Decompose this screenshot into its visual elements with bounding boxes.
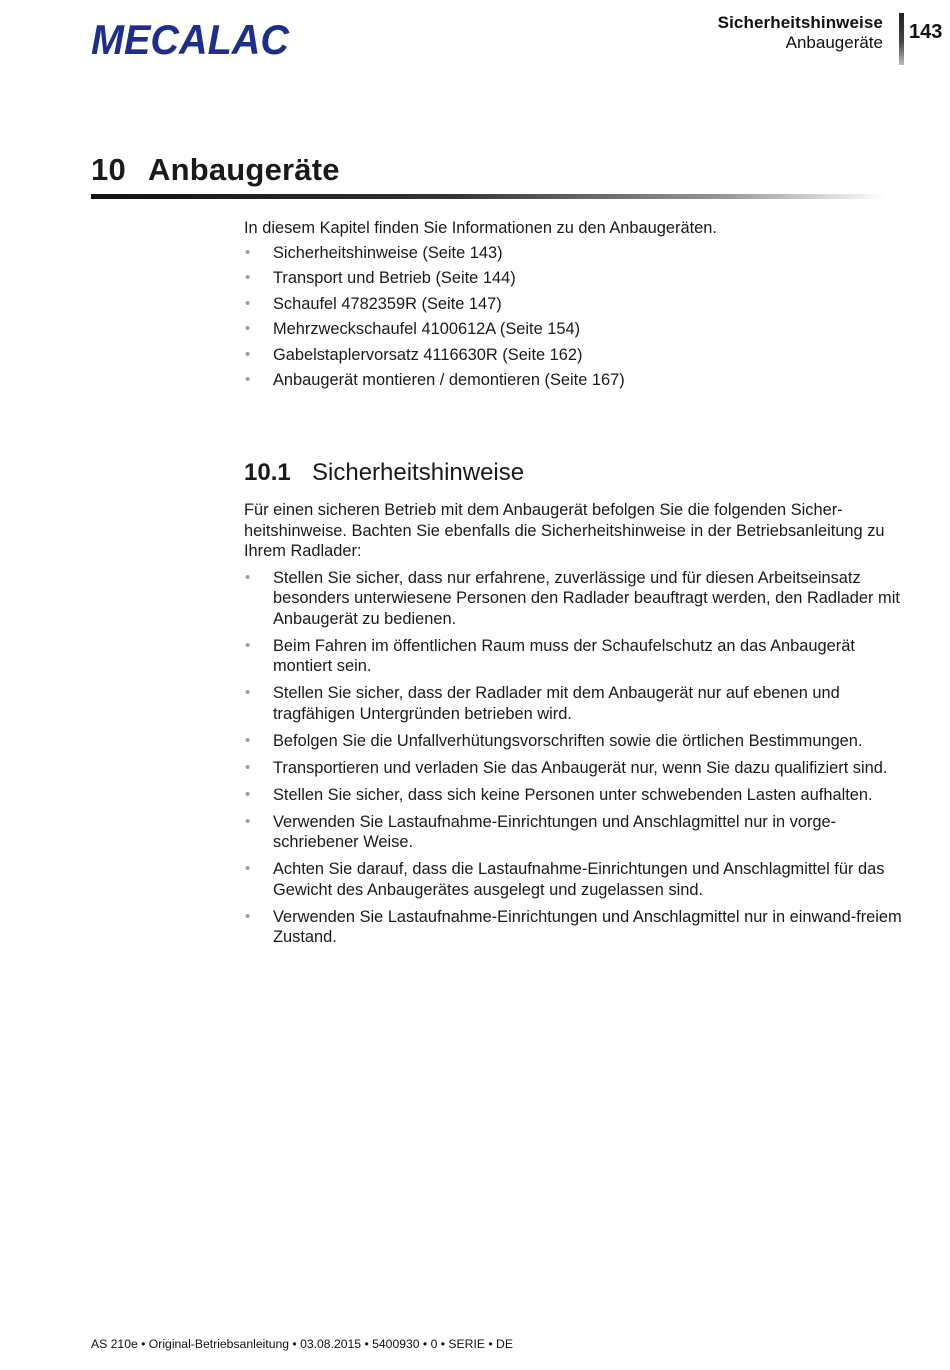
- toc-item[interactable]: • Gabelstaplervorsatz 4116630R (Seite 162): [244, 345, 904, 366]
- toc-item[interactable]: • Sicherheitshinweise (Seite 143): [244, 243, 904, 264]
- safety-item: • Befolgen Sie die Unfallverhütungsvorschriften sowie die örtlichen Bestimmungen.: [244, 731, 904, 752]
- safety-item: • Stellen Sie sicher, dass nur erfahrene, zuverlässige und für diesen Arbeitseinsatz besonders unterwiesene Personen den Radlader beauftragt werden, den Radlader mit Anbaugerät zu bedienen.: [244, 568, 904, 630]
- toc-item[interactable]: • Mehrzweckschaufel 4100612A (Seite 154): [244, 319, 904, 340]
- mecalac-logo: [91, 16, 291, 60]
- safety-block: [244, 500, 904, 954]
- safety-item: • Verwenden Sie Lastaufnahme-Einrichtungen und Anschlagmittel nur in vorge-schriebener Weise.: [244, 812, 904, 853]
- safety-item: • Transportieren und verladen Sie das Anbaugerät nur, wenn Sie dazu qualifiziert sind.: [244, 758, 904, 779]
- chapter-toc: [244, 243, 904, 390]
- page-number: 143: [909, 21, 943, 43]
- safety-item: • Verwenden Sie Lastaufnahme-Einrichtungen und Anschlagmittel nur in einwand-freiem Zustand.: [244, 907, 904, 948]
- logo-wordmark: MECALAC: [91, 16, 290, 60]
- toc-item[interactable]: • Schaufel 4782359R (Seite 147): [244, 294, 904, 315]
- chapter-number: 10: [91, 152, 126, 187]
- chapter-rule: [91, 194, 886, 199]
- header-section: Sicherheitshinweise: [717, 13, 883, 32]
- chapter-intro: In diesem Kapitel finden Sie Informationen zu den Anbaugeräten.: [244, 219, 717, 237]
- chapter-title: Anbaugeräte: [148, 152, 340, 187]
- safety-item: • Achten Sie darauf, dass die Lastaufnahme-Einrichtungen und Anschlagmittel für das Gewicht des Anbaugerätes ausgelegt und zugelassen sind.: [244, 859, 904, 900]
- toc-item[interactable]: • Transport und Betrieb (Seite 144): [244, 268, 904, 289]
- page-footer: AS 210e • Original-Betriebsanleitung • 03.08.2015 • 5400930 • 0 • SERIE • DE: [91, 1337, 513, 1351]
- section-number: 10.1: [244, 459, 291, 486]
- safety-item: • Stellen Sie sicher, dass sich keine Personen unter schwebenden Lasten aufhalten.: [244, 785, 904, 806]
- section-intro: Für einen sicheren Betrieb mit dem Anbaugerät befolgen Sie die folgenden Sicher-heitshinweise. Bachten Sie ebenfalls die Sicherheitshinweise in der Betriebsanleitung zu Ihrem Radlader:: [244, 501, 885, 560]
- chapter-intro-block: [244, 218, 904, 395]
- safety-item: • Beim Fahren im öffentlichen Raum muss der Schaufelschutz an das Anbaugerät montiert sein.: [244, 636, 904, 677]
- chapter-heading: [91, 152, 340, 188]
- toc-item[interactable]: • Anbaugerät montieren / demontieren (Seite 167): [244, 370, 904, 391]
- safety-item: • Stellen Sie sicher, dass der Radlader mit dem Anbaugerät nur auf ebenen und tragfähigen Untergründen betrieben wird.: [244, 683, 904, 724]
- header-chapter: Anbaugeräte: [785, 33, 883, 52]
- header-divider: [899, 13, 904, 65]
- running-header: [718, 13, 883, 53]
- safety-list: [244, 568, 904, 948]
- section-heading: [244, 459, 524, 487]
- section-title: Sicherheitshinweise: [312, 459, 525, 486]
